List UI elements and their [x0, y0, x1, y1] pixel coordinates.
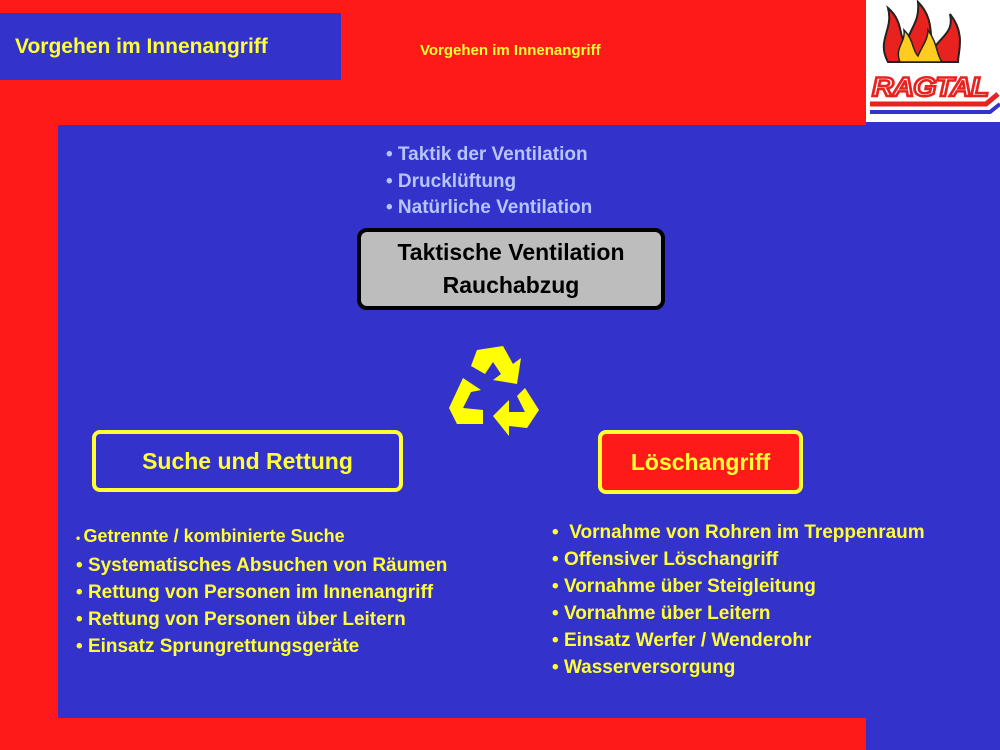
ventilation-box: [357, 228, 665, 310]
list-item: • Vornahme über Steigleitung: [552, 576, 816, 597]
slide-subtitle: Vorgehen im Innenangriff: [420, 42, 601, 59]
list-item: • Rettung von Personen im Innenangriff: [76, 582, 434, 603]
ragtal-logo: [866, 0, 1000, 122]
search-and-rescue-box: Suche und Rettung: [92, 430, 403, 492]
list-item: • Vornahme über Leitern: [552, 603, 771, 624]
red-left-band: [0, 0, 58, 750]
ventilation-topics-list: [386, 142, 592, 222]
list-item: • Drucklüftung: [386, 170, 517, 192]
list-item: • Vornahme von Rohren im Treppenraum: [552, 522, 925, 543]
list-item: • Einsatz Werfer / Wenderohr: [552, 630, 812, 651]
recycle-icon: [447, 340, 543, 436]
fire-attack-box: Löschangriff: [598, 430, 803, 494]
list-item: • Rettung von Personen über Leitern: [76, 609, 406, 630]
list-item: • Einsatz Sprungrettungsgeräte: [76, 636, 360, 657]
fire-attack-list: [552, 519, 925, 681]
list-item: • Getrennte / kombinierte Suche: [76, 526, 345, 546]
ventilation-box-line2: Rauchabzug: [442, 272, 580, 298]
list-item: • Systematisches Absuchen von Räumen: [76, 555, 448, 576]
list-item: • Taktik der Ventilation: [386, 144, 588, 165]
search-and-rescue-list: [76, 523, 447, 660]
svg-text:RAGTAL: RAGTAL: [872, 72, 988, 102]
list-item: • Wasserversorgung: [552, 657, 736, 678]
slide-title: Vorgehen im Innenangriff: [0, 13, 341, 80]
red-bottom-band: [0, 718, 866, 750]
list-item: • Offensiver Löschangriff: [552, 549, 779, 570]
ventilation-box-line1: Taktische Ventilation: [397, 239, 625, 265]
list-item: • Natürliche Ventilation: [386, 197, 593, 218]
